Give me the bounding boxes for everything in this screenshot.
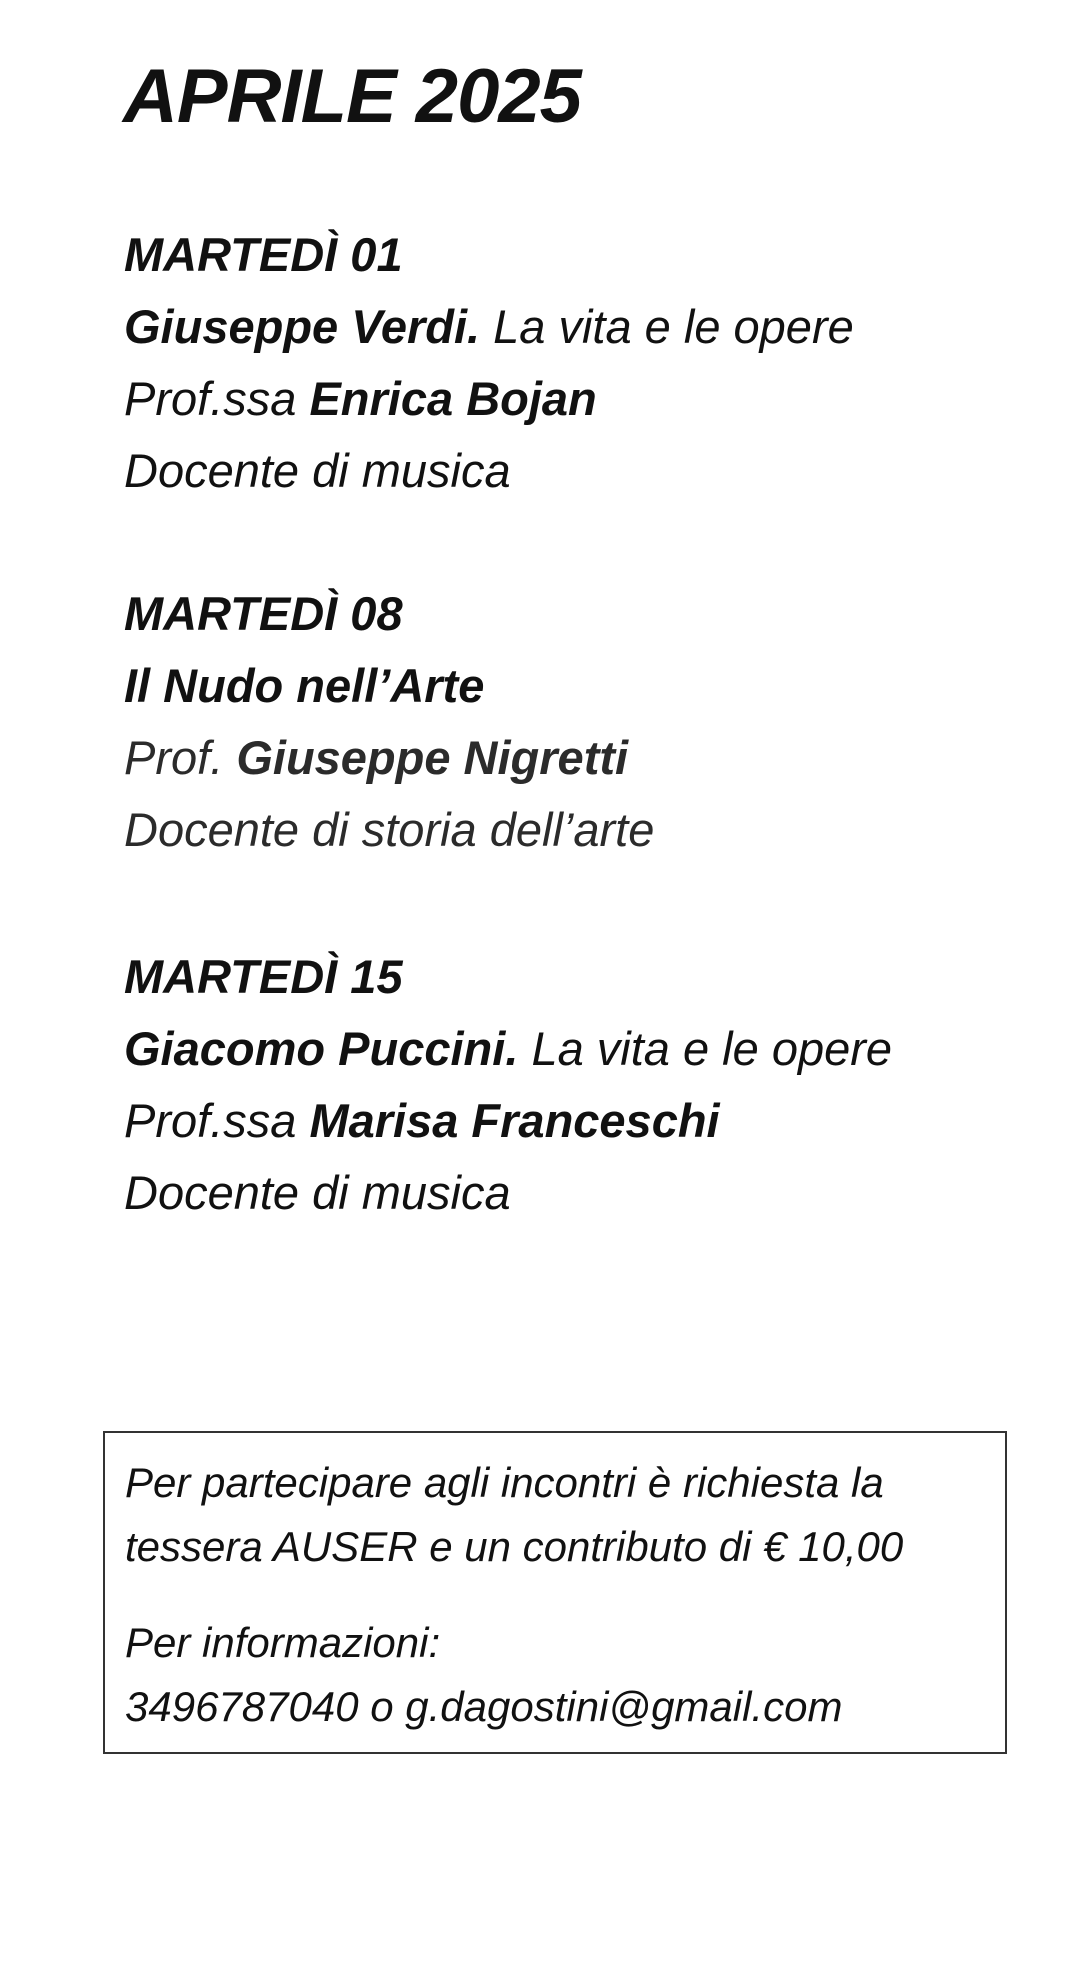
info-requirement-line-2: tessera AUSER e un contributo di € 10,00	[125, 1523, 904, 1570]
event-title-main: Il Nudo nell’Arte	[124, 659, 485, 712]
event-speaker	[124, 722, 654, 794]
info-contact-details: 3496787040 o g.dagostini@gmail.com	[125, 1683, 843, 1730]
speaker-name: Giuseppe Nigretti	[236, 731, 629, 784]
event-block	[124, 578, 654, 866]
info-contact-label: Per informazioni:	[125, 1619, 441, 1666]
speaker-name: Enrica Bojan	[309, 372, 597, 425]
event-date: MARTEDÌ 01	[124, 228, 403, 281]
event-block	[124, 219, 854, 507]
info-spacer	[125, 1579, 1005, 1611]
speaker-role: Docente di musica	[124, 1166, 511, 1219]
event-title	[124, 1013, 892, 1085]
speaker-prefix: Prof.ssa	[124, 372, 310, 425]
event-title	[124, 291, 854, 363]
event-title	[124, 650, 654, 722]
info-box	[103, 1431, 1007, 1754]
event-title-main: Giacomo Puccini.	[124, 1022, 519, 1075]
speaker-name: Marisa Franceschi	[309, 1094, 720, 1147]
event-speaker	[124, 1085, 892, 1157]
speaker-prefix: Prof.	[124, 731, 237, 784]
speaker-role: Docente di storia dell’arte	[124, 803, 655, 856]
event-speaker	[124, 363, 854, 435]
speaker-role: Docente di musica	[124, 444, 511, 497]
event-block	[124, 941, 892, 1229]
event-date: MARTEDÌ 08	[124, 587, 403, 640]
event-title-main: Giuseppe Verdi.	[124, 300, 481, 353]
event-date: MARTEDÌ 15	[124, 950, 403, 1003]
page-title: APRILE 2025	[123, 54, 581, 139]
event-title-subtitle: La vita e le opere	[518, 1022, 893, 1075]
speaker-prefix: Prof.ssa	[124, 1094, 310, 1147]
event-title-subtitle: La vita e le opere	[480, 300, 854, 353]
info-requirement-line-1: Per partecipare agli incontri è richiesta la	[125, 1459, 884, 1506]
